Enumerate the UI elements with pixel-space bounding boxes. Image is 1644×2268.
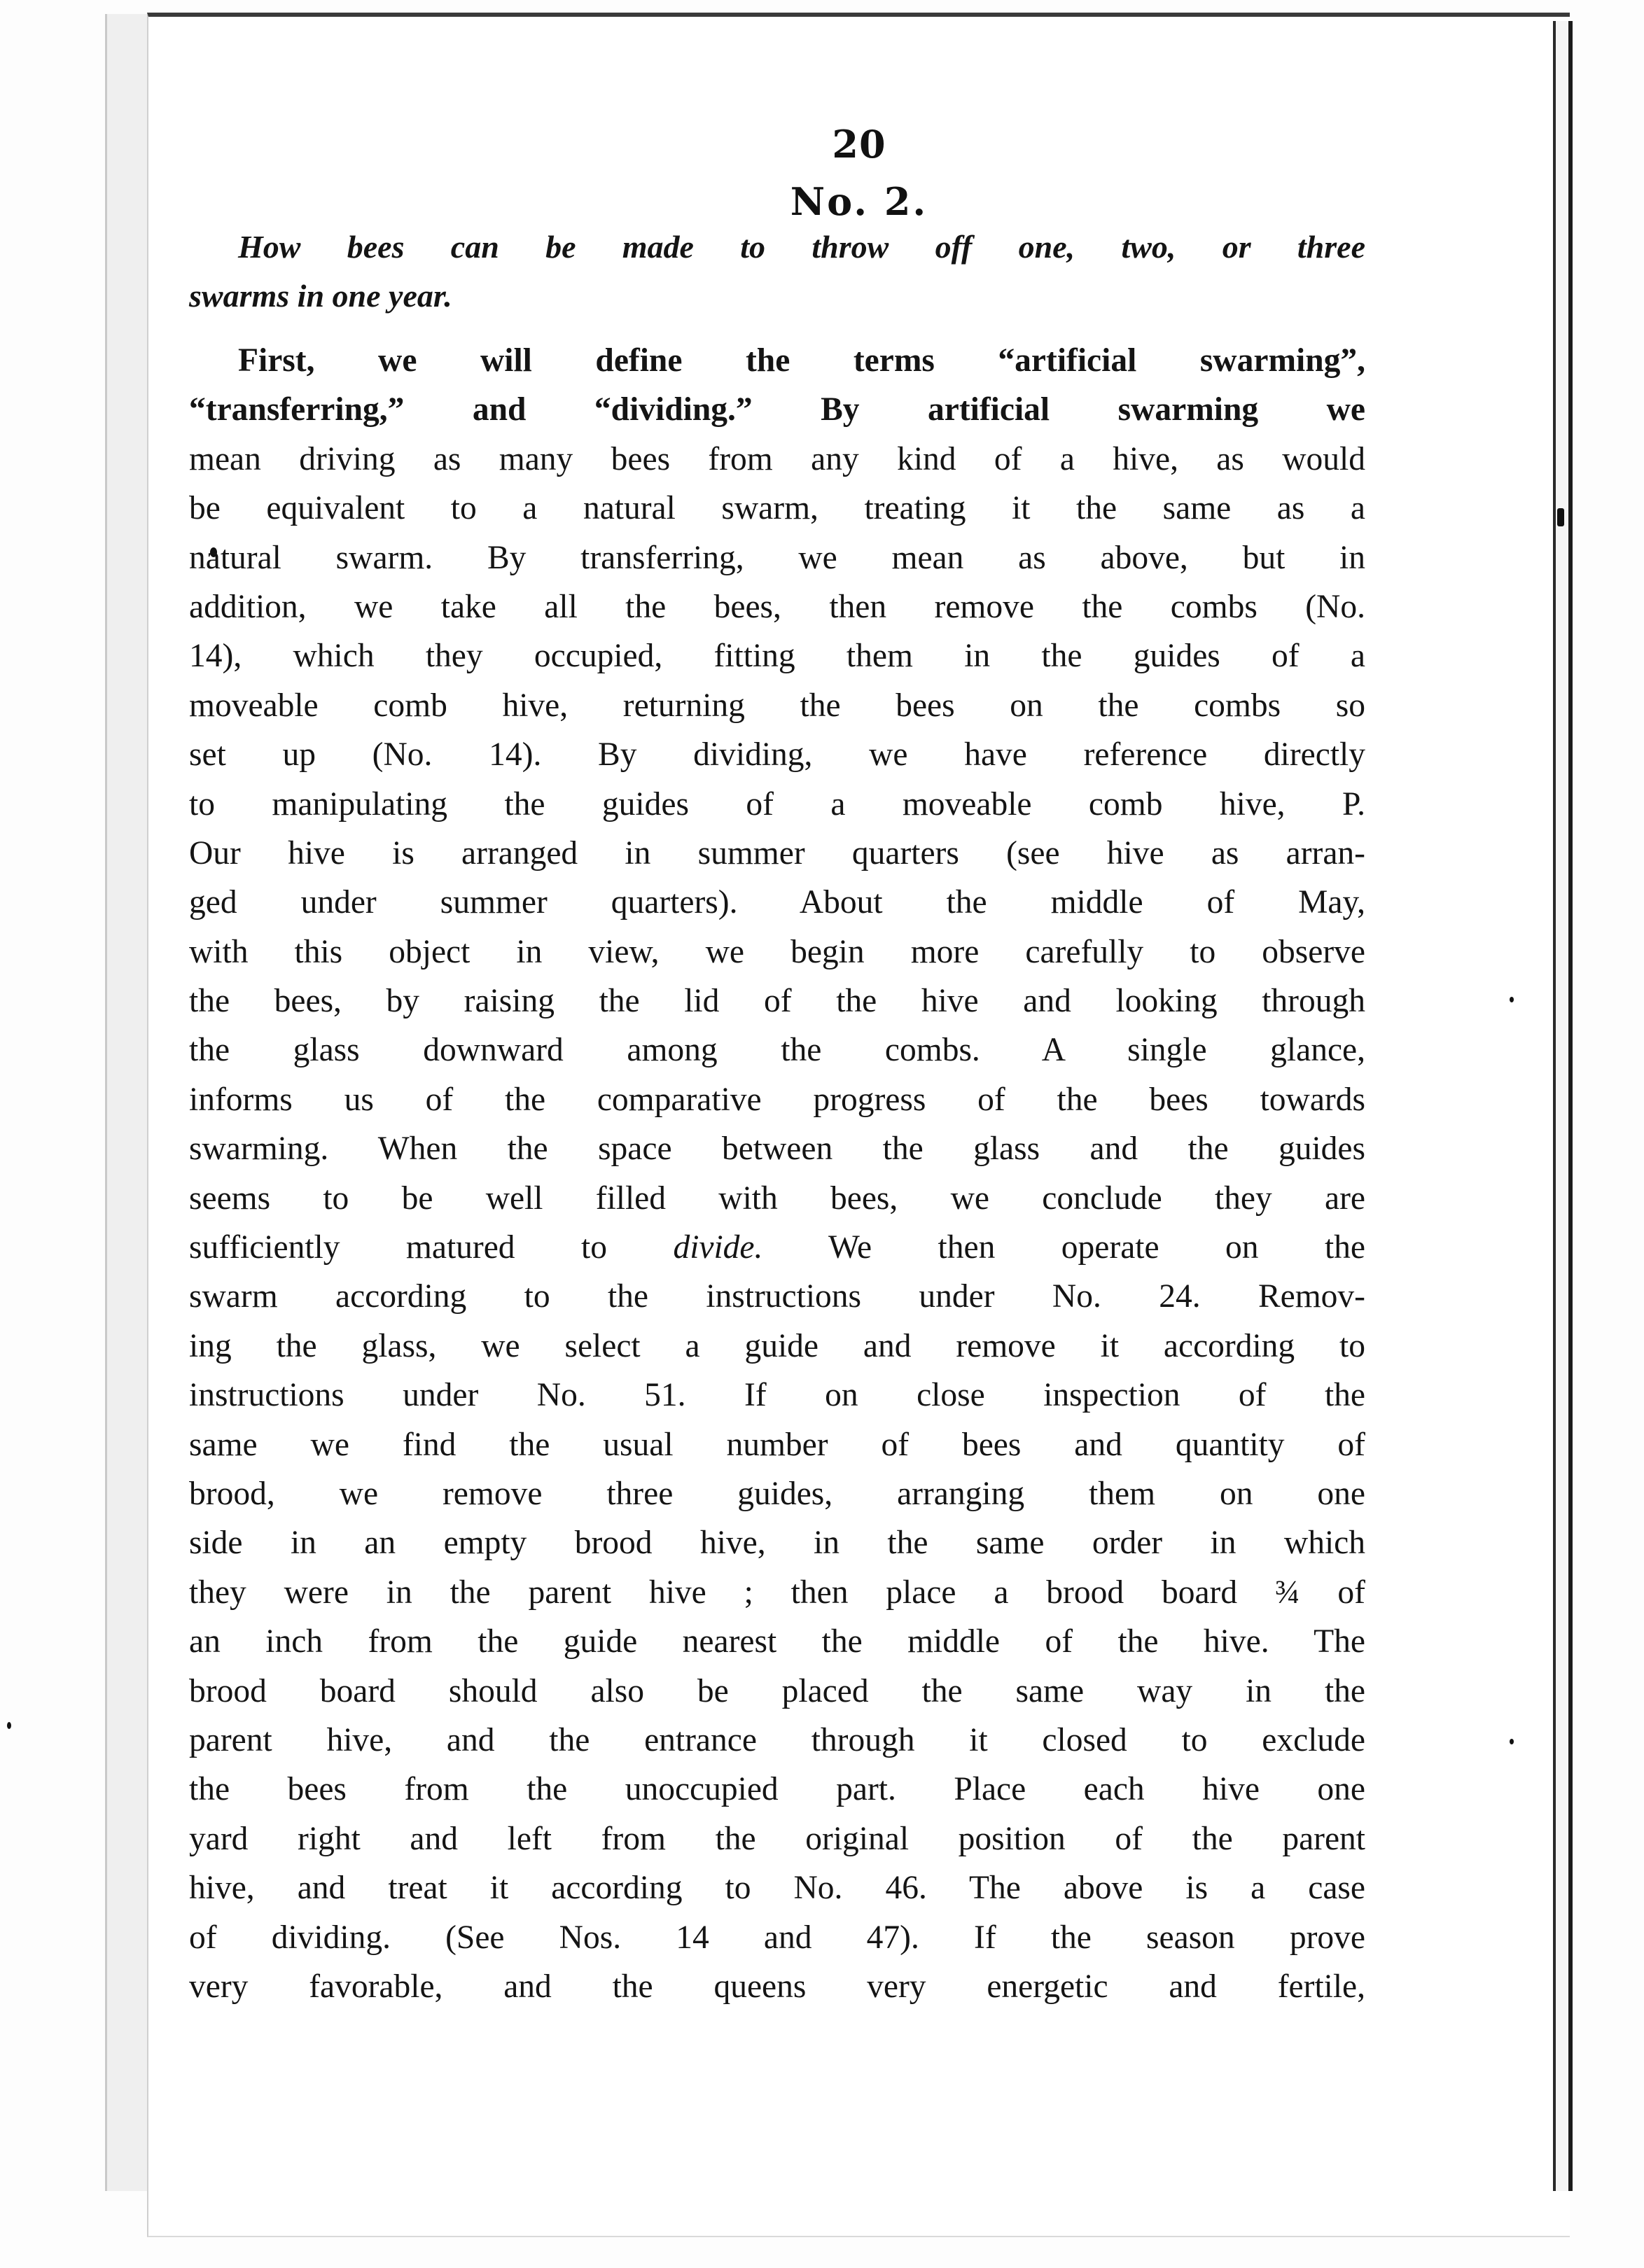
body-line: informs us of the comparative progress of the bees towards [189, 1081, 1365, 1118]
body-line: Our hive is arranged in summer quarters (see hive as arran- [189, 834, 1365, 872]
body-line: swarming. When the space between the glass and the guides [189, 1130, 1365, 1168]
body-line: 14), which they occupied, fitting them in the guides of a [189, 638, 1365, 675]
emphasis-divide: divide. [673, 1229, 763, 1266]
body-line: side in an empty brood hive, in the same order in which [189, 1525, 1365, 1562]
body-line: the bees from the unoccupied part. Place each hive one [189, 1771, 1365, 1808]
body-line: of dividing. (See Nos. 14 and 47). If the season prove [189, 1919, 1365, 1956]
body-line: instructions under No. 51. If on close inspection of the [189, 1377, 1365, 1414]
subtitle-line: swarms in one year. [189, 278, 452, 314]
body-line: First, we will define the terms “artificial swarming”, [238, 342, 1365, 379]
subtitle-line: How bees can be made to throw off one, two, or three [238, 229, 1365, 265]
section-subtitle [189, 223, 1365, 321]
scan-speck [1510, 997, 1514, 1002]
body-line: parent hive, and the entrance through it closed to exclude [189, 1721, 1365, 1758]
body-line: an inch from the guide nearest the middle of the hive. The [189, 1623, 1365, 1660]
body-line: brood board should also be placed the same way in the [189, 1672, 1365, 1709]
body-line: the glass downward among the combs. A single glance, [189, 1032, 1365, 1069]
body-line: ing the glass, we select a guide and remove it according to [189, 1327, 1365, 1364]
body-line: mean driving as many bees from any kind of a hive, as would [189, 440, 1365, 477]
body-line: the bees, by raising the lid of the hive and looking through [189, 983, 1365, 1020]
section-heading: No. 2. [790, 179, 928, 224]
body-line: set up (No. 14). By dividing, we have reference directly [189, 736, 1365, 774]
body-line: with this object in view, we begin more carefully to observe [189, 933, 1365, 970]
body-line: they were in the parent hive ; then place a brood board ¾ of [189, 1574, 1365, 1611]
body-line: to manipulating the guides of a moveable comb hive, P. [189, 785, 1365, 822]
page-number: 20 [832, 122, 886, 167]
body-line: be equivalent to a natural swarm, treating it the same as a [189, 490, 1365, 527]
body-line: “transferring,” and “dividing.” By artificial swarming we [189, 391, 1365, 428]
scan-speck [1510, 1739, 1514, 1744]
body-line: brood, we remove three guides, arranging them on one [189, 1475, 1365, 1512]
body-paragraph [189, 336, 1365, 2011]
body-line: moveable comb hive, returning the bees on the combs so [189, 687, 1365, 724]
body-line: ged under summer quarters). About the middle of May, [189, 884, 1365, 921]
body-line: hive, and treat it according to No. 46. The above is a case [189, 1870, 1365, 1907]
previous-page-edge [105, 14, 149, 2191]
body-line: natural swarm. By transferring, we mean as above, but in [189, 539, 1365, 576]
body-line: addition, we take all the bees, then remove the combs (No. [189, 588, 1365, 625]
body-line: seems to be well filled with bees, we conclude they are [189, 1180, 1365, 1217]
page-binding-edge [1553, 21, 1573, 2191]
body-line: same we find the usual number of bees and quantity of [189, 1426, 1365, 1463]
scan-speck [7, 1722, 11, 1729]
body-line: yard right and left from the original position of the parent [189, 1820, 1365, 1857]
body-line: sufficiently matured to divide. We then operate on the [189, 1229, 1366, 1266]
scan-speck [1557, 508, 1564, 526]
body-line: very favorable, and the queens very energetic and fertile, [189, 1968, 1365, 2005]
body-line: swarm according to the instructions under No. 24. Remov- [189, 1278, 1365, 1315]
